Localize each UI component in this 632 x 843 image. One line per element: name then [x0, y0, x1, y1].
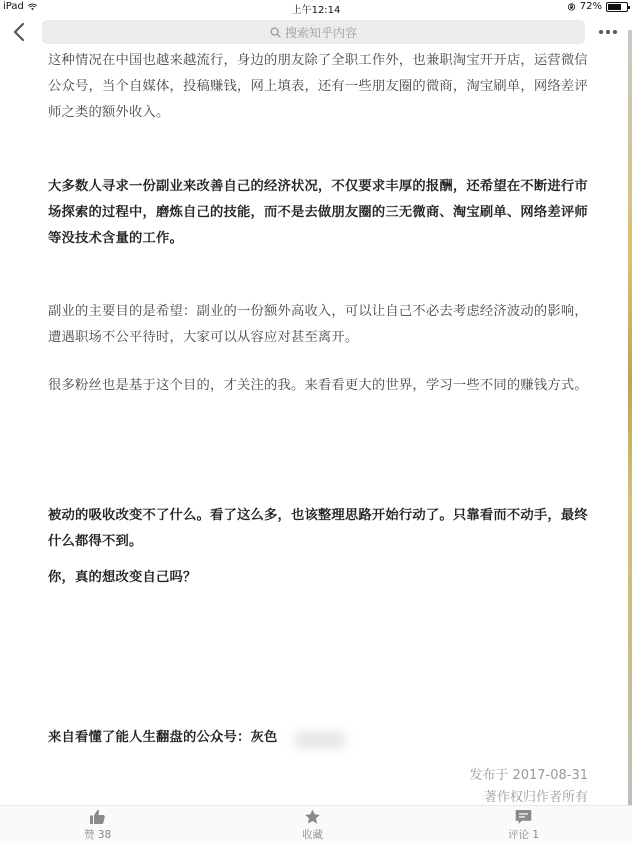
bottom-action-bar [0, 805, 632, 843]
search-input[interactable] [42, 20, 585, 44]
article-paragraph: 副业的主要目的是希望：副业的一份额外高收入，可以让自己不必去考虑经济波动的影响，遭遇职场不公平待时，大家可以从容应对甚至离开。 [48, 304, 588, 345]
battery-percent: 72% [579, 1, 602, 12]
status-time: 上午12:14 [291, 5, 341, 16]
device-name: iPad [3, 1, 24, 12]
favorite-label: 收藏 [302, 829, 323, 841]
comment-bubble-icon [515, 809, 532, 825]
blurred-account-name [295, 731, 345, 749]
nav-bar [0, 14, 632, 52]
comment-button[interactable] [508, 809, 539, 842]
battery-fill [608, 4, 621, 10]
thumbs-up-icon [89, 809, 106, 825]
search-icon [270, 27, 281, 38]
background-edge [628, 30, 632, 805]
article-paragraph: 大多数人寻求一份副业来改善自己的经济状况，不仅要求丰厚的报酬，还希望在不断进行市场探索的过程中，磨炼自己的技能，而不是去做朋友圈的三无微商、淘宝刷单、网络差评师等没技术含量的工作。 [48, 179, 588, 246]
like-button[interactable] [84, 809, 111, 842]
like-count-label: 赞 38 [84, 829, 112, 841]
publish-date: 发布于 2017-08-31 [469, 768, 588, 783]
article-paragraph: 这种情况在中国也越来越流行，身边的朋友除了全职工作外，也兼职淘宝开开店，运营微信公众号，当个自媒体，投稿赚钱，网上填表，还有一些朋友圈的微商，淘宝刷单，网络差评师之类的额外收入。 [48, 53, 588, 120]
article-paragraph: 你，真的想改变自己吗？ [48, 570, 197, 585]
back-chevron-icon[interactable] [10, 20, 30, 44]
comment-count-label: 评论 1 [508, 829, 540, 841]
battery-icon [606, 2, 628, 12]
article-paragraph: 很多粉丝也是基于这个目的，才关注的我。来看看更大的世界，学习一些不同的赚钱方式。 [48, 378, 588, 393]
status-right [567, 1, 628, 12]
star-icon [304, 809, 321, 825]
article-paragraph: 被动的吸收改变不了什么。看了这么多，也该整理思路开始行动了。只靠看而不动手，最终什么都得不到。 [48, 508, 588, 549]
status-bar [0, 0, 632, 14]
orientation-lock-icon [567, 3, 576, 11]
article-source-line: 来自看懂了能人生翻盘的公众号：灰色 [48, 730, 278, 745]
search-placeholder: 搜索知乎内容 [284, 25, 357, 40]
copyright-note: 著作权归作者所有 [483, 790, 588, 805]
favorite-button[interactable] [302, 809, 323, 842]
more-options-icon[interactable] [598, 24, 618, 40]
